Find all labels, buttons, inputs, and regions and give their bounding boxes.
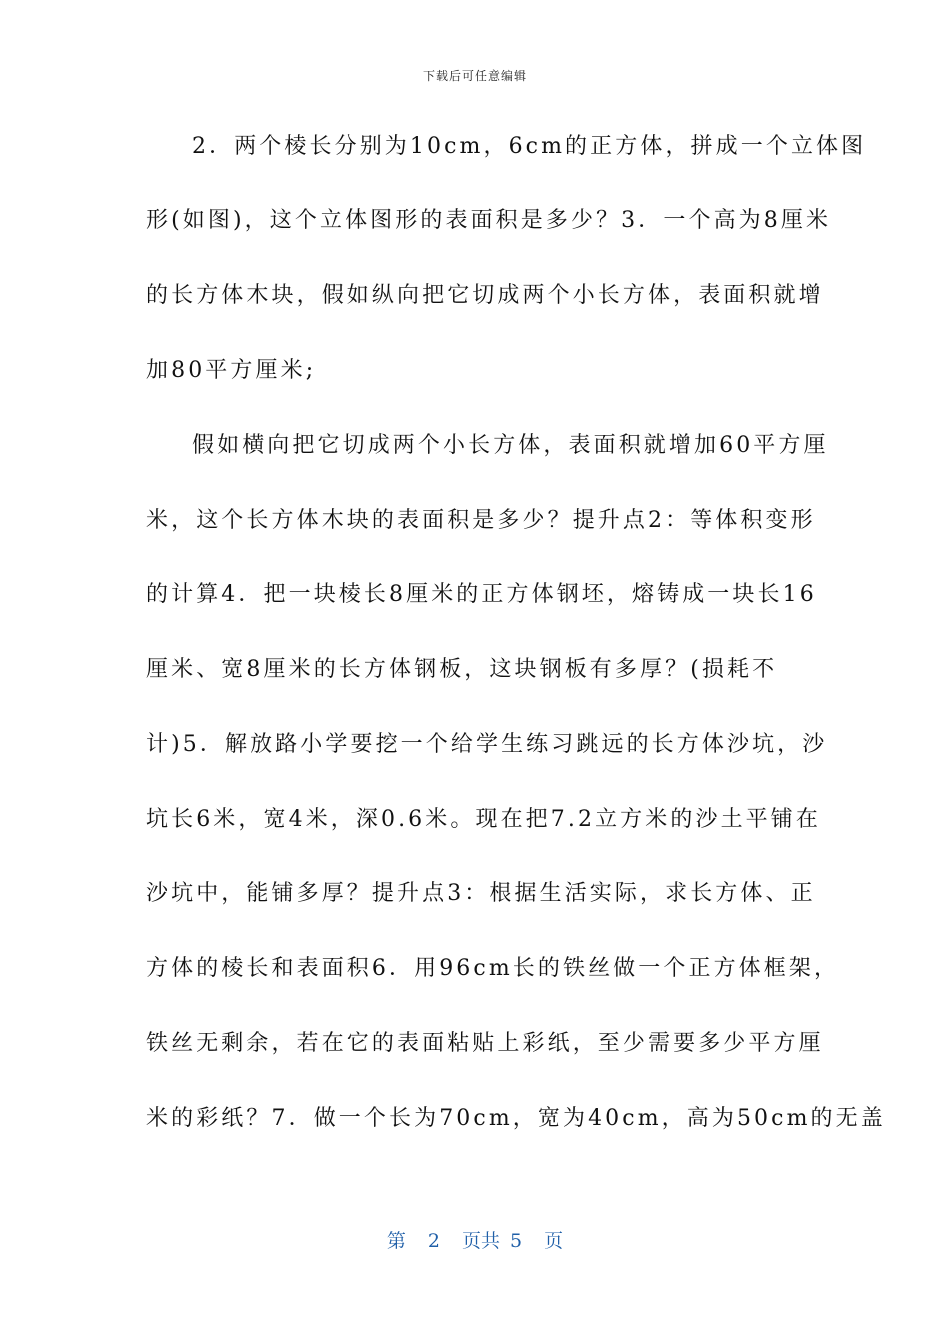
total-pages-number: 5 xyxy=(510,1230,523,1252)
page-number-footer xyxy=(0,1226,950,1253)
text-line: 沙坑中，能铺多厚？提升点3：根据生活实际，求长方体、正 xyxy=(146,881,816,906)
text-line: 计)5．解放路小学要挖一个给学生练习跳远的长方体沙坑，沙 xyxy=(146,732,828,757)
text-line: 米的彩纸？7．做一个长为70cm，宽为40cm，高为50cm的无盖 xyxy=(146,1106,886,1131)
text-line: 坑长6米，宽4米，深0.6米。现在把7.2立方米的沙土平铺在 xyxy=(146,807,821,832)
footer-middle: 页共 xyxy=(461,1230,500,1252)
text-line: 假如横向把它切成两个小长方体，表面积就增加60平方厘 xyxy=(192,433,829,458)
text-line: 形(如图)，这个立体图形的表面积是多少？3．一个高为8厘米 xyxy=(146,208,832,233)
text-line: 米，这个长方体木块的表面积是多少？提升点2：等体积变形 xyxy=(146,508,816,533)
text-line: 厘米、宽8厘米的长方体钢板，这块钢板有多厚？(损耗不 xyxy=(146,657,778,682)
footer-prefix: 第 xyxy=(386,1230,406,1252)
footer-suffix: 页 xyxy=(544,1230,564,1252)
text-line: 铁丝无剩余，若在它的表面粘贴上彩纸，至少需要多少平方厘 xyxy=(146,1031,824,1056)
text-line: 2．两个棱长分别为10cm，6cm的正方体，拼成一个立体图 xyxy=(192,134,867,159)
current-page-number: 2 xyxy=(427,1230,440,1252)
text-line: 加80平方厘米; xyxy=(146,358,317,383)
text-line: 的长方体木块，假如纵向把它切成两个小长方体，表面积就增 xyxy=(146,283,824,308)
text-line: 方体的棱长和表面积6．用96cm长的铁丝做一个正方体框架， xyxy=(146,956,840,981)
header-note: 下载后可任意编辑 xyxy=(422,69,527,83)
text-line: 的计算4．把一块棱长8厘米的正方体钢坯，熔铸成一块长16 xyxy=(146,582,817,607)
